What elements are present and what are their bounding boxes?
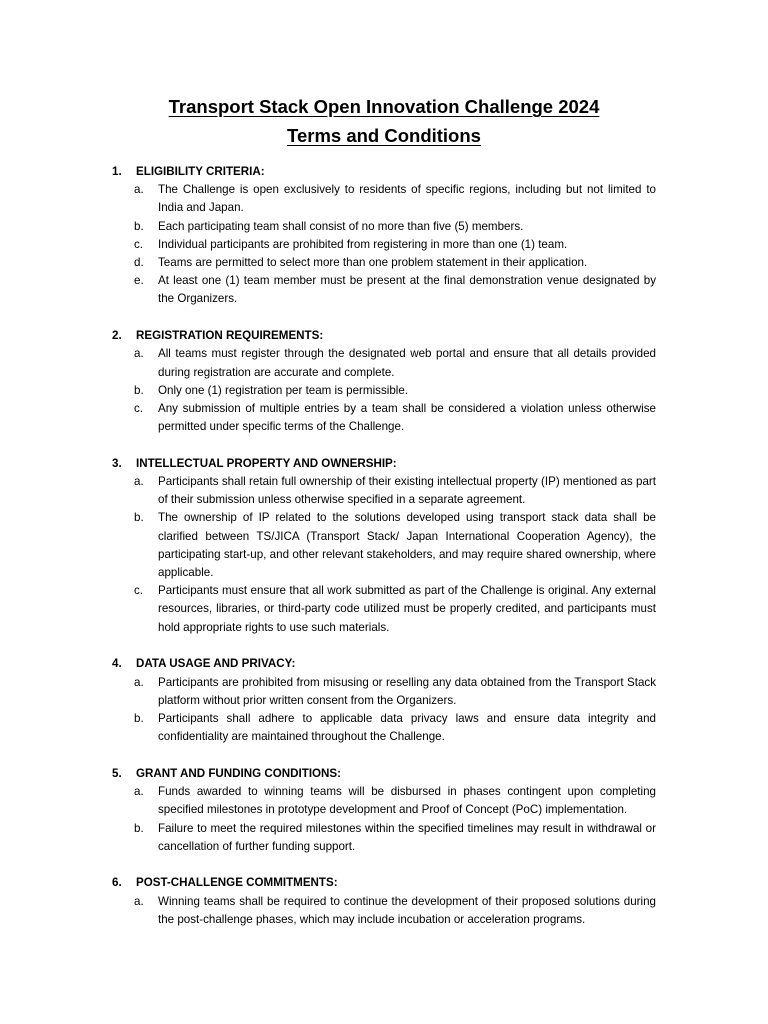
section-heading (112, 163, 656, 181)
item-letter: a. (134, 475, 144, 489)
section-items (112, 893, 656, 929)
item-letter: b. (134, 821, 144, 835)
section-number: 2. (112, 329, 122, 343)
section-number: 5. (112, 766, 122, 780)
terms-section (112, 874, 656, 929)
item-text: The Challenge is open exclusively to residents of specific regions, including but not limited to India and Japan. (158, 183, 656, 215)
item-text: Participants are prohibited from misusing or reselling any data obtained from the Transport Stack platform without prior written consent from the Organizers. (158, 675, 656, 707)
list-item (134, 783, 656, 819)
item-letter: a. (134, 347, 144, 361)
item-letter: b. (134, 711, 144, 725)
list-item (134, 382, 656, 400)
list-item (134, 820, 656, 856)
terms-section (112, 455, 656, 637)
section-heading-text: INTELLECTUAL PROPERTY AND OWNERSHIP: (136, 456, 397, 470)
terms-section (112, 163, 656, 309)
terms-section (112, 655, 656, 746)
item-letter: b. (134, 383, 144, 397)
terms-sections (112, 163, 656, 948)
item-text: Participants shall adhere to applicable data privacy laws and ensure data integrity and confidentiality are maintained throughout the Challenge. (158, 711, 656, 744)
list-item (134, 254, 656, 272)
list-item (134, 674, 656, 710)
item-letter: c. (134, 237, 144, 251)
document-subtitle: Terms and Conditions (287, 125, 481, 146)
item-text: Only one (1) registration per team is permissible. (158, 383, 409, 397)
item-letter: b. (134, 219, 144, 233)
item-letter: e. (134, 274, 144, 288)
list-item (134, 473, 656, 509)
terms-section (112, 327, 656, 436)
section-items (112, 783, 656, 856)
title-block (0, 92, 768, 150)
list-item (134, 582, 656, 637)
item-text: Teams are permitted to select more than one problem statement in their application. (158, 256, 588, 270)
section-heading-text: REGISTRATION REQUIREMENTS: (136, 329, 324, 343)
section-heading-text: DATA USAGE AND PRIVACY: (136, 657, 296, 671)
item-text: Participants shall retain full ownership of their existing intellectual property (IP) mentioned as part of their submission unless otherwise specified in a separate agreement. (158, 475, 656, 507)
section-items (112, 181, 656, 308)
list-item (134, 181, 656, 217)
item-text: The ownership of IP related to the solutions developed using transport stack data shall be clarified between TS/JICA (Transport Stack/ Japan International Cooperation Agency), the participating start-up, and other relevant stakeholders, and may require shared ownership, where applicable. (158, 511, 656, 580)
item-text: All teams must register through the designated web portal and ensure that all details provided during registration are accurate and complete. (158, 347, 656, 379)
section-heading-text: GRANT AND FUNDING CONDITIONS: (136, 766, 342, 780)
item-letter: c. (134, 584, 144, 598)
item-text: At least one (1) team member must be present at the final demonstration venue designated by the Organizers. (158, 274, 656, 306)
item-text: Funds awarded to winning teams will be disbursed in phases contingent upon completing specified milestones in prototype development and Proof of Concept (PoC) implementation. (158, 785, 656, 817)
list-item (134, 236, 656, 254)
list-item (134, 400, 656, 436)
section-heading-text: POST-CHALLENGE COMMITMENTS: (136, 876, 338, 890)
section-heading (112, 655, 656, 673)
item-text: Participants must ensure that all work submitted as part of the Challenge is original. Any external resources, libraries, or third-party code utilized must be properly credited, and participants must hold appropriate rights to use such materials. (158, 584, 656, 634)
item-letter: d. (134, 256, 144, 270)
item-text: Individual participants are prohibited from registering in more than one (1) team. (158, 237, 568, 251)
item-letter: a. (134, 183, 144, 197)
section-number: 1. (112, 165, 122, 178)
section-heading-text: ELIGIBILITY CRITERIA: (136, 165, 265, 178)
item-text: Each participating team shall consist of no more than five (5) members. (158, 219, 524, 233)
section-items (112, 674, 656, 747)
document-title: Transport Stack Open Innovation Challenge 2024 (168, 96, 600, 117)
item-letter: c. (134, 401, 144, 415)
section-heading (112, 455, 656, 473)
terms-section (112, 765, 656, 856)
item-letter: a. (134, 894, 144, 908)
section-items (112, 345, 656, 436)
item-text: Failure to meet the required milestones within the specified timelines may result in withdrawal or cancellation of further funding support. (158, 821, 656, 853)
list-item (134, 345, 656, 381)
section-heading (112, 874, 656, 892)
list-item (134, 710, 656, 746)
section-heading (112, 765, 656, 783)
item-letter: a. (134, 785, 144, 799)
section-number: 4. (112, 657, 122, 671)
item-letter: b. (134, 511, 144, 525)
section-items (112, 473, 656, 637)
section-heading (112, 327, 656, 345)
section-number: 6. (112, 876, 122, 890)
list-item (134, 272, 656, 308)
list-item (134, 218, 656, 236)
item-text: Winning teams shall be required to continue the development of their proposed solutions during the post-challenge phases, which may include incubation or acceleration programs. (158, 894, 656, 926)
item-text: Any submission of multiple entries by a team shall be considered a violation unless otherwise permitted under specific terms of the Challenge. (158, 401, 656, 434)
item-letter: a. (134, 675, 144, 689)
section-number: 3. (112, 456, 122, 470)
list-item (134, 893, 656, 929)
list-item (134, 509, 656, 582)
